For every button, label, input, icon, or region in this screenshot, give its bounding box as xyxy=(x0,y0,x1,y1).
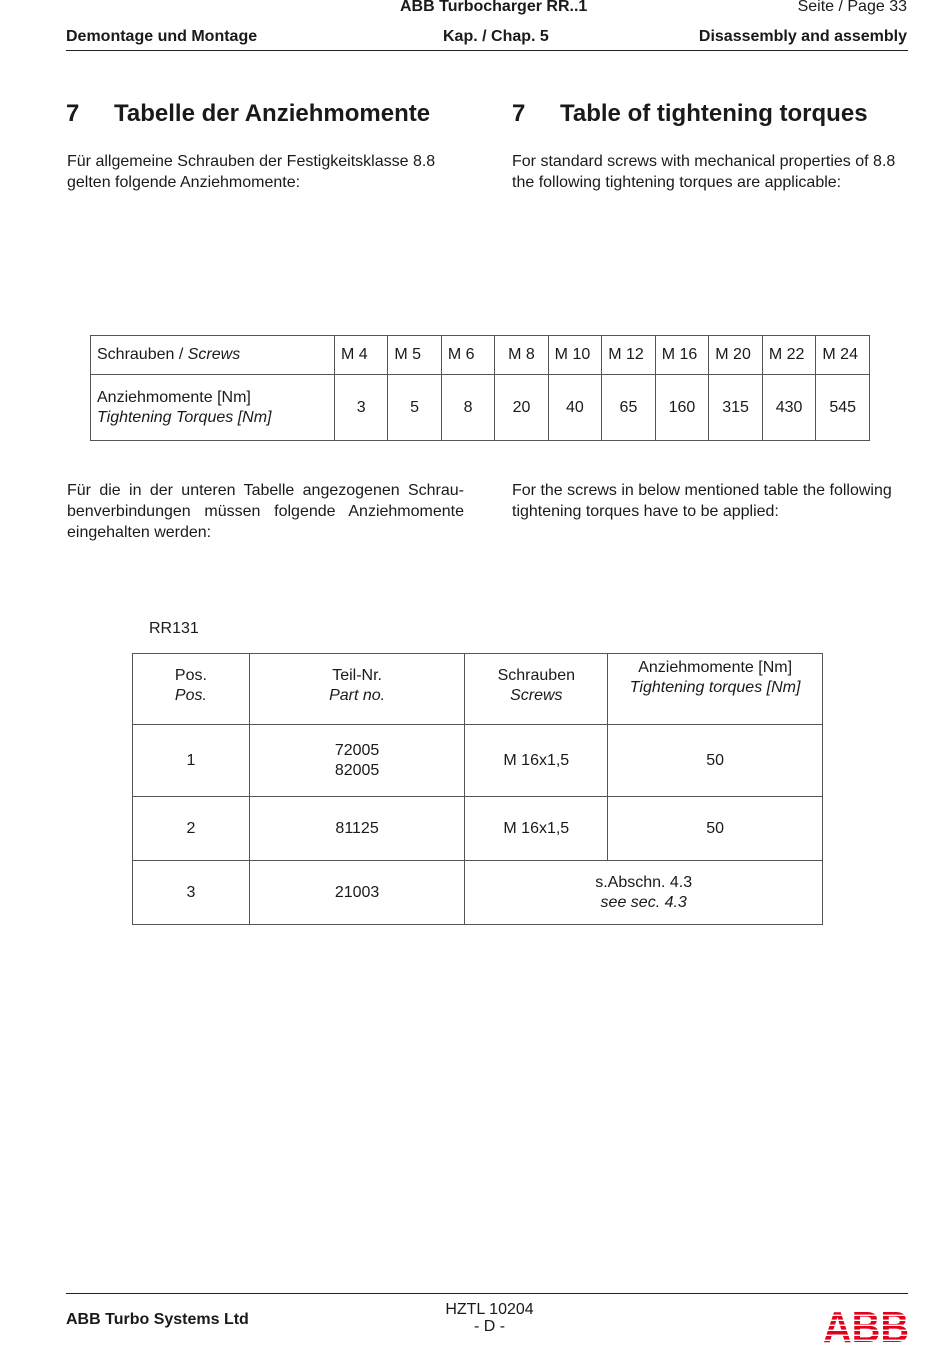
section-name-de: Demontage und Montage xyxy=(66,28,258,45)
pos-cell: 2 xyxy=(133,797,250,861)
heading-en xyxy=(512,100,868,128)
table-row-torques xyxy=(91,375,870,441)
torque-cell: 315 xyxy=(709,375,763,441)
torque-table xyxy=(90,335,870,441)
torque-cell: 5 xyxy=(388,375,441,441)
torque-cell: 8 xyxy=(441,375,494,441)
para-de-line: benverbindungen müssen folgende Anziehmomente xyxy=(67,503,464,520)
heading-number: 7 xyxy=(512,100,526,127)
heading-number: 7 xyxy=(66,100,80,127)
part-cell: 72005 82005 xyxy=(249,725,465,797)
torque-cell: 40 xyxy=(548,375,602,441)
intro-en xyxy=(512,151,912,193)
size-cell: M 22 xyxy=(762,336,816,375)
pos-cell: 3 xyxy=(133,861,250,925)
row-label-torques: Anziehmomente [Nm] Tightening Torques [Nm] xyxy=(91,375,335,441)
document-title: ABB Turbocharger RR..1 xyxy=(400,0,588,15)
abb-logo xyxy=(823,1306,909,1344)
size-cell: M 6 xyxy=(441,336,494,375)
company-name: ABB Turbo Systems Ltd xyxy=(66,1311,249,1328)
part-cell: 21003 xyxy=(249,861,465,925)
heading-text-de: Tabelle der Anziehmomente xyxy=(114,100,431,127)
header-screws: Schrauben Screws xyxy=(465,654,608,725)
header-rule xyxy=(66,50,908,51)
torque-cell: 65 xyxy=(602,375,656,441)
size-cell: M 8 xyxy=(495,336,548,375)
intro-de-line: gelten folgende Anziehmomente: xyxy=(67,174,301,191)
part-cell: 81125 xyxy=(249,797,465,861)
torque-cell: 3 xyxy=(334,375,387,441)
section-name-en: Disassembly and assembly xyxy=(698,28,907,45)
size-cell: M 20 xyxy=(709,336,763,375)
torque-cell: 160 xyxy=(655,375,709,441)
intro-en-line: For standard screws with mechanical properties of 8.8 xyxy=(512,153,896,170)
size-cell: M 12 xyxy=(602,336,656,375)
heading-text-en: Table of tightening torques xyxy=(560,100,868,127)
screw-cell: M 16x1,5 xyxy=(465,725,608,797)
screw-cell: M 16x1,5 xyxy=(465,797,608,861)
table-row xyxy=(133,861,823,925)
table-row xyxy=(133,797,823,861)
para-de xyxy=(67,480,464,543)
header-pos: Pos. Pos. xyxy=(133,654,250,725)
chapter-label: Kap. / Chap. 5 xyxy=(443,28,549,45)
torque-cell: 50 xyxy=(608,797,823,861)
header-torque: Anziehmomente [Nm] Tightening torques [Nm] xyxy=(608,654,823,725)
table-header-row xyxy=(133,654,823,725)
table-label: RR131 xyxy=(149,620,199,637)
rr131-table xyxy=(132,653,823,925)
para-en xyxy=(512,480,917,522)
size-cell: M 4 xyxy=(334,336,387,375)
document-id: HZTL 10204 - D - xyxy=(445,1301,534,1335)
torque-cell: 430 xyxy=(762,375,816,441)
torque-cell: 50 xyxy=(608,725,823,797)
logo-text: ABB xyxy=(823,1306,909,1344)
torque-cell: 20 xyxy=(495,375,548,441)
size-cell: M 10 xyxy=(548,336,602,375)
table-row-sizes xyxy=(91,336,870,375)
para-de-line: Für die in der unteren Tabelle angezogenen Schrau- xyxy=(67,482,464,499)
merged-reference-cell: s.Abschn. 4.3 see sec. 4.3 xyxy=(465,861,823,925)
intro-de-line: Für allgemeine Schrauben der Festigkeitsklasse 8.8 xyxy=(67,153,436,170)
row-label-screws: Schrauben / Screws xyxy=(91,336,335,375)
intro-de xyxy=(67,151,465,193)
size-cell: M 5 xyxy=(388,336,441,375)
size-cell: M 24 xyxy=(816,336,870,375)
table-row xyxy=(133,725,823,797)
footer-rule xyxy=(66,1293,908,1294)
intro-en-line: the following tightening torques are applicable: xyxy=(512,174,842,191)
size-cell: M 16 xyxy=(655,336,709,375)
pos-cell: 1 xyxy=(133,725,250,797)
para-de-line: eingehalten werden: xyxy=(67,524,212,541)
para-en-line: tightening torques have to be applied: xyxy=(512,503,779,520)
page-number: Seite / Page 33 xyxy=(797,0,907,15)
para-en-line: For the screws in below mentioned table the following xyxy=(512,482,892,499)
heading-de xyxy=(66,100,430,128)
header-part-no: Teil-Nr. Part no. xyxy=(249,654,465,725)
torque-cell: 545 xyxy=(816,375,870,441)
